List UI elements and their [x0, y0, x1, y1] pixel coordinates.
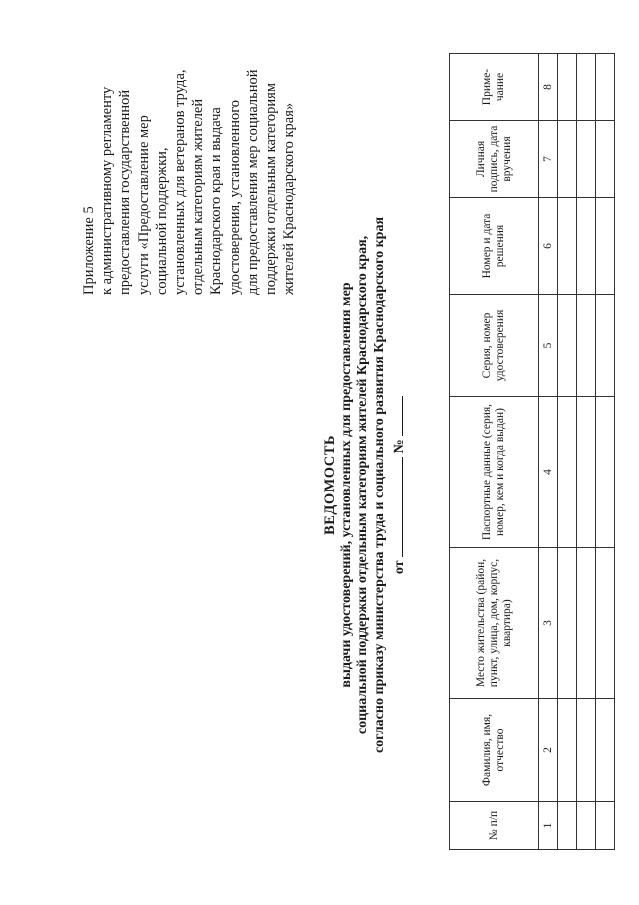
- table-cell: [596, 54, 615, 121]
- table-row: [577, 54, 596, 850]
- table-row: [596, 54, 615, 850]
- header-cell-signature: Личная подпись, дата вручения: [450, 121, 539, 198]
- column-number: 6: [539, 198, 558, 295]
- appendix-line: удостоверения, установленного: [226, 99, 243, 295]
- table-cell: [558, 802, 577, 850]
- table-cell: [596, 397, 615, 548]
- table-row: [558, 54, 577, 850]
- table-header-row: [450, 54, 539, 850]
- table-cell: [577, 54, 596, 121]
- appendix-note: [80, 25, 298, 295]
- table-cell: [558, 54, 577, 121]
- header-cell-certificate: Серия, номер удостоверения: [450, 295, 539, 397]
- column-number: 4: [539, 397, 558, 548]
- table-cell: [577, 548, 596, 699]
- column-number: 7: [539, 121, 558, 198]
- from-label: от: [392, 560, 407, 575]
- column-number: 5: [539, 295, 558, 397]
- date-blank: [390, 457, 403, 557]
- table-number-row: [539, 54, 558, 850]
- appendix-line: Приложение 5: [81, 206, 97, 295]
- table-cell: [577, 121, 596, 198]
- table-cell: [558, 548, 577, 699]
- appendix-line: предоставления государственной: [117, 89, 134, 295]
- table-cell: [596, 699, 615, 802]
- appendix-line: поддержки отдельным категориям: [263, 83, 280, 295]
- table-cell: [596, 802, 615, 850]
- table-cell: [596, 548, 615, 699]
- title-line: согласно приказу министерства труда и социального развития Краснодарского края: [371, 216, 387, 754]
- header-cell-residence: Место жительства (район, пункт, улица, дом, корпус, квартира): [450, 548, 539, 699]
- table-cell: [558, 198, 577, 295]
- table-cell: [577, 397, 596, 548]
- header-cell-decision: Номер и дата решения: [450, 198, 539, 295]
- column-number: 2: [539, 699, 558, 802]
- header-cell-note: Приме- чание: [450, 54, 539, 121]
- table-cell: [558, 295, 577, 397]
- table-cell: [596, 198, 615, 295]
- header-cell-passport: Паспортные данные (серия, номер, кем и когда выдан): [450, 397, 539, 548]
- title-line: социальной поддержки отдельным категориям жителей Краснодарского края,: [355, 235, 370, 735]
- title-main: ВЕДОМОСТЬ: [322, 435, 338, 535]
- table-cell: [558, 699, 577, 802]
- appendix-line: установленных для ветеранов труда,: [172, 69, 189, 295]
- table-cell: [596, 121, 615, 198]
- number-blank: [390, 396, 403, 436]
- date-number-line: [390, 125, 409, 845]
- column-number: 3: [539, 548, 558, 699]
- table-cell: [577, 699, 596, 802]
- appendix-line: Краснодарского края и выдача: [208, 107, 225, 295]
- header-cell-index: № п/п: [450, 802, 539, 850]
- table-cell: [577, 198, 596, 295]
- ledger-table: [449, 53, 615, 850]
- appendix-line: для предоставления мер социальной: [244, 69, 261, 295]
- header-cell-name: Фамилия, имя, отчество: [450, 699, 539, 802]
- appendix-line: социальной поддержки,: [153, 147, 170, 295]
- appendix-line: отдельным категориям жителей: [190, 98, 207, 295]
- table-cell: [577, 802, 596, 850]
- appendix-line: жителей Краснодарского края»: [281, 102, 298, 295]
- appendix-line: услуги «Предоставление мер: [135, 115, 152, 295]
- table-cell: [558, 397, 577, 548]
- title-line: выдачи удостоверений, установленных для предоставления мер: [338, 282, 354, 688]
- table-cell: [577, 295, 596, 397]
- table-cell: [596, 295, 615, 397]
- table-cell: [558, 121, 577, 198]
- number-label: №: [392, 439, 407, 454]
- column-number: 8: [539, 54, 558, 121]
- column-number: 1: [539, 802, 558, 850]
- document-title: [322, 125, 409, 845]
- appendix-line: к административному регламенту: [99, 86, 116, 295]
